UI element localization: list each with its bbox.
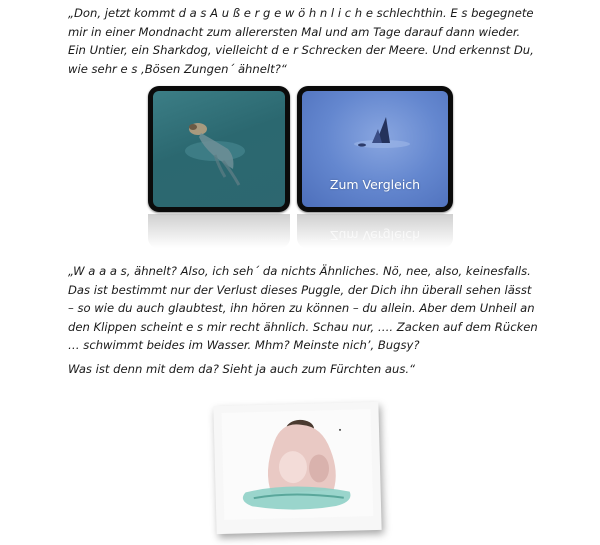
photo-reflection-left — [148, 214, 290, 248]
story-paragraph-3: Was ist denn mit dem da? Sieht ja auch zum Fürchten aus.“ — [68, 362, 416, 376]
creature-in-water-photo — [222, 409, 374, 520]
story-paragraph-2: „W a a a s, ähnelt? Also, ich seh´ da nichts Ähnliches. Nö, nee, also, keinesfalls. Das ist bestimmt nur der Verlust dieses Puggle, der Dich ihn überall sehen lässt – so wie du auch glaubtest, ihn hören zu können – du allein. Aber dem Unheil an den Klippen scheint e s mir recht ähnlich. Schau nur, …. Zacken auf dem Rücken … schwimmt beides im Wasser. Mhm? Meinste nich’, Bugsy? — [68, 264, 538, 352]
shark-fin-photo — [302, 91, 448, 207]
photo-frame-sharkdog — [148, 86, 290, 212]
reflected-caption: Zum Vergleich — [329, 228, 421, 243]
creature-illustration — [222, 409, 374, 520]
swimming-creature-illustration — [153, 91, 285, 207]
photo-reflection-right — [297, 214, 453, 248]
creature-polaroid-photo — [213, 402, 381, 534]
sharkdog-swimming-photo — [153, 91, 285, 207]
comparison-caption: Zum Vergleich — [329, 177, 421, 192]
photo-frame-comparison — [297, 86, 453, 212]
story-paragraph-1: „Don, jetzt kommt d a s A u ß e r g e w ö h n l i c h e schlechthin. E s begegnete mir in einer Mondnacht zum allerersten Mal und am Tage darauf dann wieder. Ein Untier, ein Sharkdog, vielleicht d e r Schrecken der Meere. Und erkennst Du, wie sehr e s ‚Bösen Zungen´ ähnelt?“ — [68, 6, 534, 76]
